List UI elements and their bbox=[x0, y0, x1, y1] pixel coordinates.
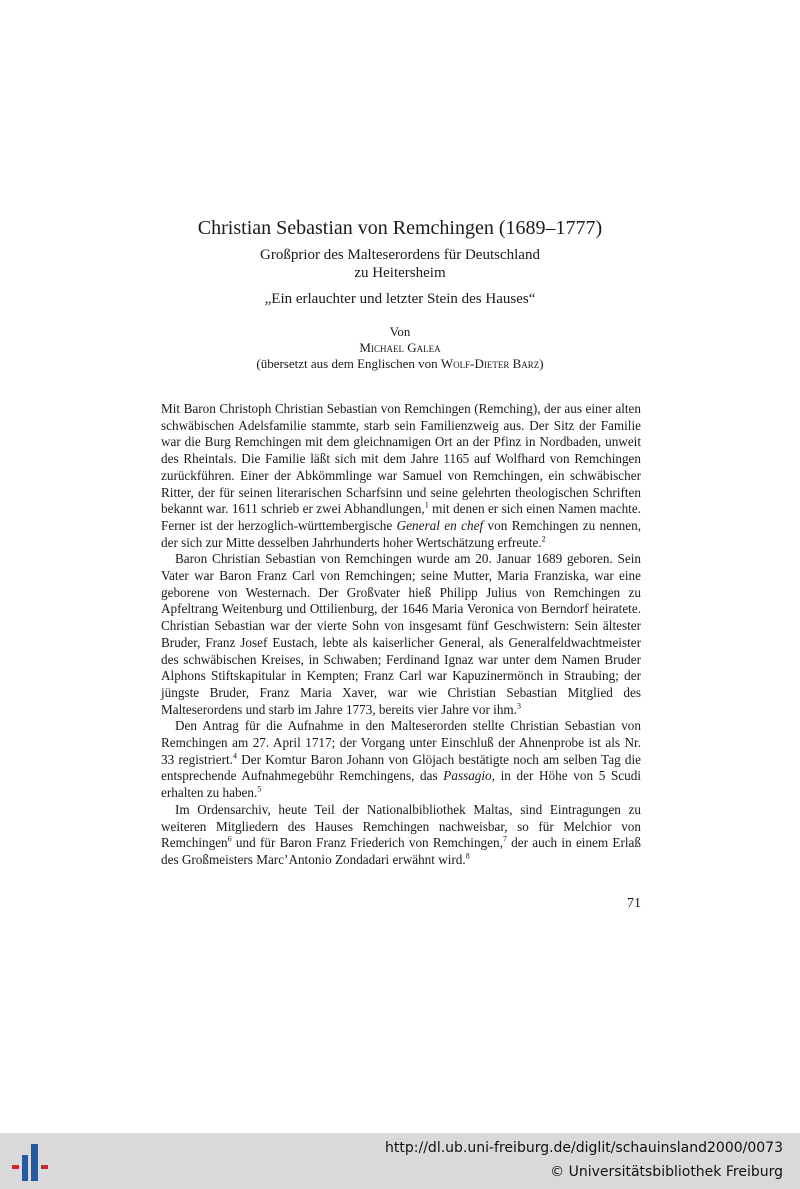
article-subtitle bbox=[0, 246, 800, 282]
paragraph bbox=[161, 802, 641, 869]
footnote-ref[interactable]: 5 bbox=[257, 784, 262, 794]
article-body bbox=[161, 401, 641, 869]
text-run: mit denen er sich einen Namen machte. Ferner ist der herzoglich-württembergische bbox=[161, 501, 641, 533]
text-run: der auch in einem Erlaß des Großmeisters Marc’Antonio Zondadari erwähnt wird. bbox=[161, 835, 641, 867]
article-motto: „Ein erlauchter und letzter Stein des Hauses“ bbox=[264, 291, 536, 307]
text-run: Den Antrag für die Aufnahme in den Malteserorden stellte Christian Sebastian von Remchingen am 27. April 1717; der Vorgang unter Einschluß der Ahnenprobe ist als Nr. 33 registriert. bbox=[161, 718, 641, 767]
paragraph bbox=[161, 718, 641, 802]
text-run: in der Höhe von 5 Scudi erhalten zu haben. bbox=[161, 768, 642, 801]
subtitle-line-1: Großprior des Malteserordens für Deutschland bbox=[260, 247, 540, 263]
paragraph bbox=[161, 551, 641, 718]
footnote-ref[interactable]: 2 bbox=[541, 534, 546, 544]
page-number: 71 bbox=[627, 896, 641, 911]
text-run: von Remchingen zu nennen, der sich zur Mitte desselben Jahrhunderts hoher Wertschätzung erfreute. bbox=[161, 517, 642, 550]
translation-prefix: (übersetzt aus dem Englischen von bbox=[256, 356, 441, 371]
byline-von: Von bbox=[389, 324, 411, 339]
article-title: Christian Sebastian von Remchingen (1689–1777) bbox=[197, 217, 603, 239]
text-run: Baron Christian Sebastian von Remchingen wurde am 20. Januar 1689 geboren. Sein Vater war Baron Franz Carl von Remchingen; seine Mutter, Maria Franziska, war eine geborene von Westernach. Der Großvater hieß Philipp Julius von Remchingen zu Apfeltrang Weitenburg und Ottilienburg, der 1646 Maria Veronica von Berndorf heiratete. Christian Sebastian war der vierte Sohn von insgesamt fünf Geschwistern: Sein ältester Bruder, Franz Josef Eustach, lebte als kaiserlicher General, als Generalfeldwachtmeister des schwäbischen Kreises, in Schwaben; Ferdinand Ignaz war unter dem Namen Bruder Alphons Stiftskapitular in Kempten; Franz Carl war Kapuzinermönch in Straubing; der jüngste Bruder, Franz Maria Xaver, war wie Christian Sebastian Mitglied des Malteserordens und starb im Jahre 1773, bereits vier Jahre vor ihm. bbox=[161, 551, 641, 717]
subtitle-line-2: zu Heitersheim bbox=[354, 265, 446, 281]
translation-suffix: ) bbox=[539, 356, 544, 371]
byline bbox=[0, 324, 800, 372]
footnote-ref[interactable]: 7 bbox=[502, 834, 507, 844]
footer-copyright: © Universitätsbibliothek Freiburg bbox=[550, 1164, 783, 1180]
text-run-italic: General en chef bbox=[396, 517, 484, 533]
text-run: Mit Baron Christoph Christian Sebastian von Remchingen (Remching), der aus einer alten schwäbischen Adelsfamilie stammte, starb sein Familienzweig aus. Der Sitz der Familie war die Burg Remchingen mit dem gleichnamigen Ort an der Pfinz in Nordbaden, unweit des Rheintals. Die Familie läßt sich mit dem Jahre 1165 auf Wolfhard von Remchingen zurückführen. Einer der Abkömmlinge war Samuel von Remchingen, ein schwäbischer Ritter, der für seinen literarischen Scharfsinn und seine gelehrten theologischen Schriften bekannt war. 1611 schrieb er zwei Abhandlungen, bbox=[161, 401, 641, 517]
translation-note bbox=[0, 356, 800, 372]
text-run: Im Ordensarchiv, heute Teil der Nationalbibliothek Maltas, sind Eintragungen zu weiteren Mitgliedern des Hauses Remchingen nachweisbar, so für Melchior von Remchingen bbox=[161, 801, 641, 851]
footer-bar bbox=[0, 1133, 800, 1189]
text-run: Der Komtur Baron Johann von Glöjach bestätigte noch am selben Tag die entsprechende Aufnahmegebühr Remchingens, das bbox=[161, 751, 641, 784]
footnote-ref[interactable]: 1 bbox=[424, 500, 429, 510]
author-name: Michael Galea bbox=[359, 340, 441, 355]
ub-freiburg-logo-icon[interactable] bbox=[12, 1141, 52, 1181]
footnote-ref[interactable]: 3 bbox=[516, 701, 521, 711]
translator-name: Wolf-Dieter Barz bbox=[440, 356, 540, 371]
paragraph bbox=[161, 401, 641, 551]
footnote-ref[interactable]: 8 bbox=[465, 851, 470, 861]
footer-url-link[interactable]: http://dl.ub.uni-freiburg.de/diglit/schauinsland2000/0073 bbox=[385, 1140, 783, 1156]
footnote-ref[interactable]: 4 bbox=[232, 751, 237, 761]
footnote-ref[interactable]: 6 bbox=[227, 834, 232, 844]
text-run-italic: Passagio, bbox=[443, 768, 495, 784]
text-run: und für Baron Franz Friederich von Remchingen, bbox=[231, 835, 503, 851]
